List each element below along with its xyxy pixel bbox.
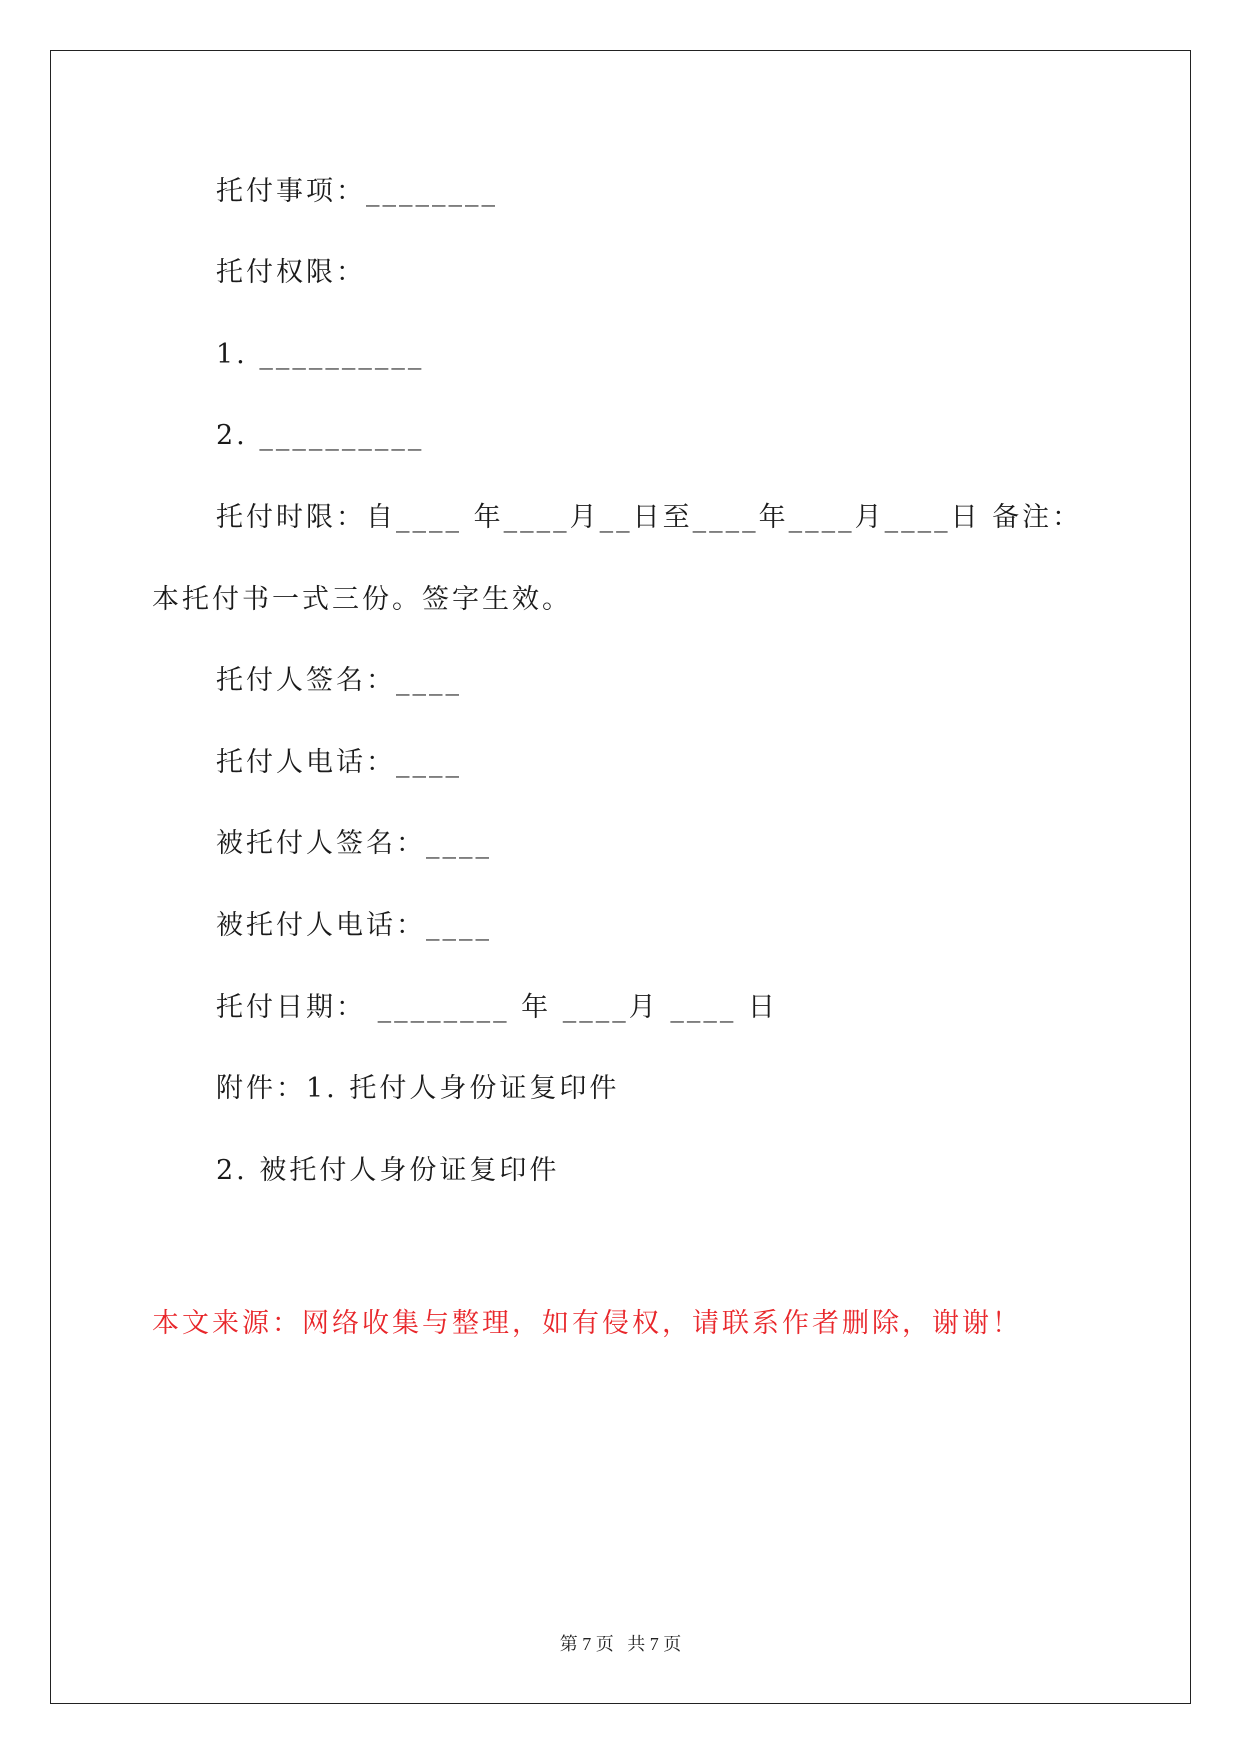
principal-phone-line: 托付人电话：____ xyxy=(216,747,462,778)
authority-item-2: 2. __________ xyxy=(216,420,425,451)
authority-item-1: 1. __________ xyxy=(216,339,425,370)
entrusted-authority-line: 托付权限： xyxy=(216,257,366,288)
page-number-footer: 第 7 页 共 7 页 xyxy=(559,1634,682,1654)
entrust-date-line: 托付日期： ________ 年 ____月 ____ 日 xyxy=(216,992,778,1023)
source-notice: 本文来源：网络收集与整理，如有侵权，请联系作者删除，谢谢！ xyxy=(152,1308,1022,1339)
attachment-item-2: 2. 被托付人身份证复印件 xyxy=(216,1155,560,1186)
principal-signature-line: 托付人签名：____ xyxy=(216,665,462,696)
agent-signature-line: 被托付人签名：____ xyxy=(216,828,492,859)
entrusted-matters-line: 托付事项：________ xyxy=(216,176,498,207)
page-frame xyxy=(50,50,1191,1704)
agent-phone-line: 被托付人电话：____ xyxy=(216,910,492,941)
entrusted-period-line: 托付时限：自____ 年____月__日至____年____月____日 备注： xyxy=(216,502,1083,533)
copies-note-line: 本托付书一式三份。签字生效。 xyxy=(152,584,572,615)
attachment-item-1: 附件：1. 托付人身份证复印件 xyxy=(216,1073,620,1104)
